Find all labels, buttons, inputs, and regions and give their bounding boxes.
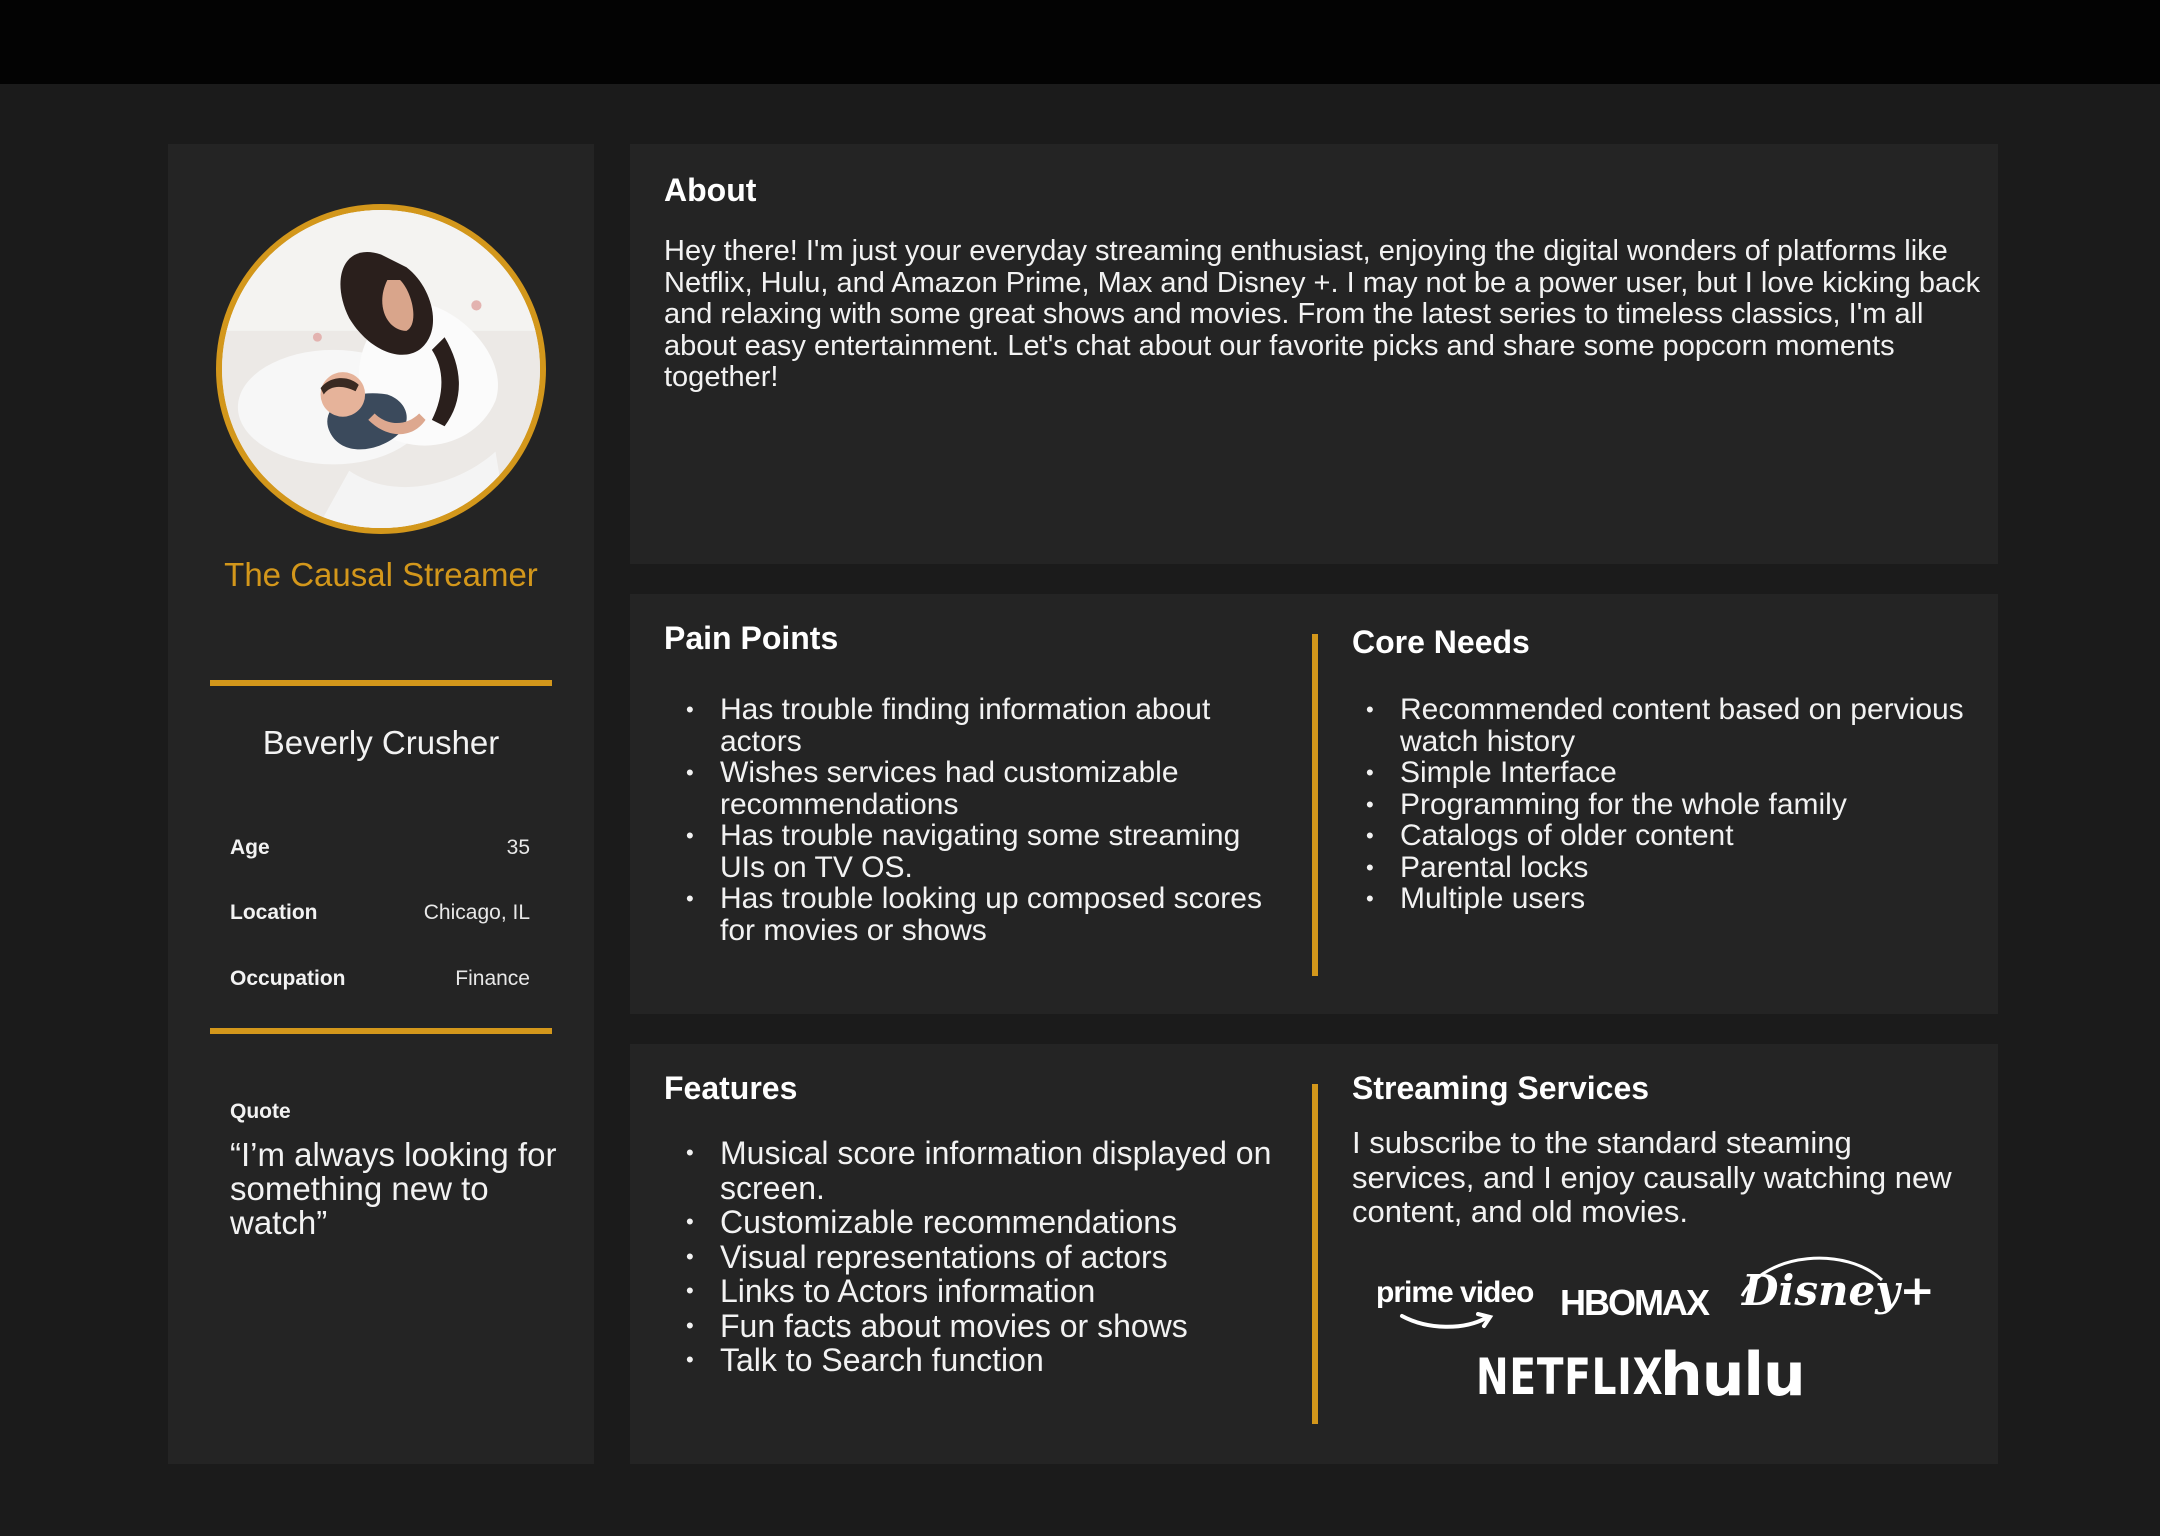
divider-top: [210, 680, 552, 686]
list-item: • Has trouble finding information about actors: [664, 694, 1284, 757]
about-card: [630, 144, 1998, 564]
list-item: • Recommended content based on pervious watch history: [1344, 694, 1964, 757]
features-title: Features: [664, 1070, 798, 1106]
divider-bottom: [210, 1028, 552, 1034]
list-item: • Visual representations of actors: [664, 1240, 1304, 1275]
prime-video-logo: prime video: [1376, 1276, 1533, 1310]
quote-text: “I’m always looking for something new to watch”: [230, 1136, 557, 1241]
list-item: • Links to Actors information: [664, 1274, 1304, 1309]
about-text: Hey there! I'm just your everyday streaming enthusiast, enjoying the digital wonders of platforms like Netflix, Hulu, and Amazon Prime, Max and Disney +. I may not be a power user, but I love kicking back and relaxing with some great shows and movies. From the latest series to timeless classics, I'm all about easy entertainment. Let's chat about our favorite picks and share some popcorn moments together!: [664, 235, 1981, 393]
disney-plus-logo: Disney+: [1742, 1266, 1935, 1315]
needs-card: [630, 594, 1998, 1014]
detail-value: 35: [506, 836, 530, 859]
streaming-services-title: Streaming Services: [1352, 1070, 1650, 1106]
person-name: Beverly Crusher: [262, 724, 500, 761]
list-item: • Multiple users: [1344, 883, 1964, 915]
detail-label: Age: [230, 836, 270, 859]
persona-photo: [216, 204, 546, 534]
about-title: About: [664, 172, 757, 208]
profile-card: [168, 144, 594, 1464]
hulu-logo: hulu: [1660, 1340, 1805, 1410]
detail-label: Location: [230, 901, 318, 924]
list-item: • Fun facts about movies or shows: [664, 1309, 1304, 1344]
core-needs-title: Core Needs: [1352, 624, 1530, 660]
list-item: • Parental locks: [1344, 852, 1964, 884]
netflix-logo: NETFLIX: [1476, 1348, 1664, 1406]
detail-value: Finance: [455, 967, 530, 990]
features-list: [664, 1136, 1304, 1378]
list-item: • Has trouble looking up composed scores for movies or shows: [664, 883, 1284, 946]
list-item: • Talk to Search function: [664, 1343, 1304, 1378]
pain-points-title: Pain Points: [664, 620, 839, 656]
top-bar: [0, 0, 2160, 84]
pain-points-list: [664, 694, 1284, 946]
quote-label: Quote: [230, 1100, 291, 1123]
detail-row-age: [230, 836, 530, 866]
detail-row-occupation: [230, 967, 530, 997]
detail-row-location: [230, 901, 530, 931]
detail-value: Chicago, IL: [423, 901, 530, 924]
features-card: [630, 1044, 1998, 1464]
core-needs-list: [1344, 694, 1964, 915]
column-divider: [1312, 634, 1318, 976]
list-item: • Wishes services had customizable recommendations: [664, 757, 1284, 820]
hbo-max-logo: HBOMAX: [1560, 1282, 1708, 1323]
detail-label: Occupation: [230, 967, 346, 990]
list-item: • Simple Interface: [1344, 757, 1964, 789]
list-item: • Programming for the whole family: [1344, 789, 1964, 821]
list-item: • Customizable recommendations: [664, 1205, 1304, 1240]
column-divider: [1312, 1084, 1318, 1424]
streaming-services-text: I subscribe to the standard steaming services, and I enjoy causally watching new content, and old movies.: [1352, 1125, 1952, 1229]
persona-title: The Causal Streamer: [224, 556, 538, 593]
list-item: • Musical score information displayed on screen.: [664, 1136, 1304, 1205]
list-item: • Catalogs of older content: [1344, 820, 1964, 852]
list-item: • Has trouble navigating some streaming UIs on TV OS.: [664, 820, 1284, 883]
